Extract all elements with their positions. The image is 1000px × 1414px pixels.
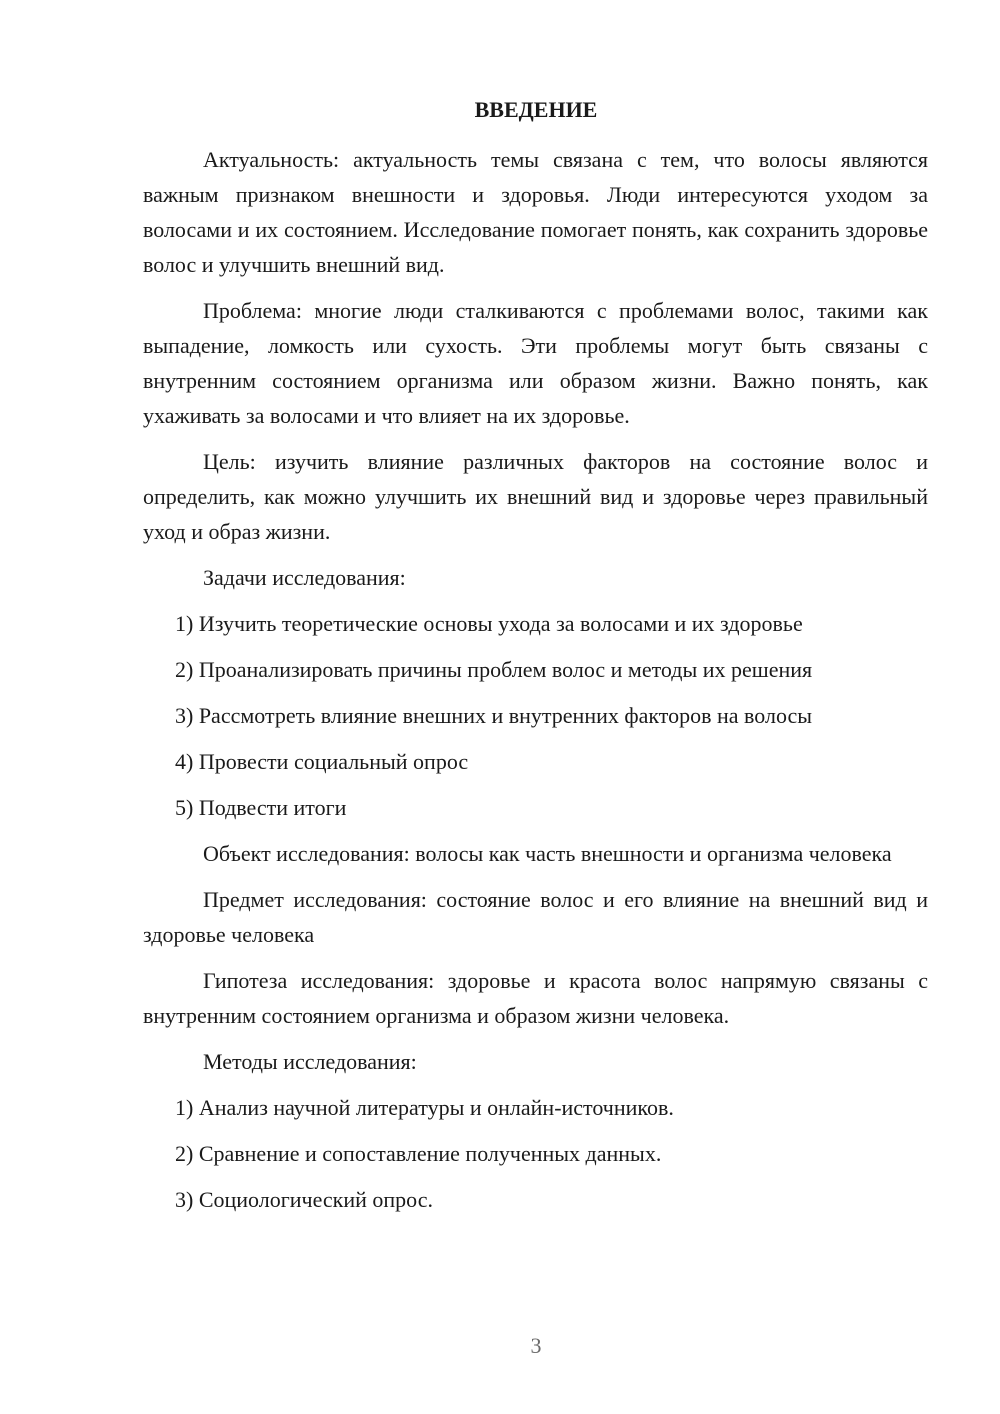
list-item: 5) Подвести итоги <box>175 795 347 820</box>
goal-paragraph: Цель: изучить влияние различных факторов на состояние волос и определить, как можно улучшить их внешний вид и здоровье через правильный уход и образ жизни. <box>143 449 928 544</box>
list-item: 1) Анализ научной литературы и онлайн-источников. <box>175 1095 674 1120</box>
hypothesis-paragraph: Гипотеза исследования: здоровье и красота волос напрямую связаны с внутренним состоянием организма и образом жизни человека. <box>143 968 928 1028</box>
list-item: 1) Изучить теоретические основы ухода за волосами и их здоровье <box>175 611 803 636</box>
tasks-list <box>143 606 928 825</box>
object-paragraph: Объект исследования: волосы как часть внешности и организма человека <box>203 841 892 866</box>
list-item: 3) Социологический опрос. <box>175 1187 433 1212</box>
methods-list <box>143 1090 928 1217</box>
list-item: 4) Провести социальный опрос <box>175 749 469 774</box>
subject-paragraph: Предмет исследования: состояние волос и его влияние на внешний вид и здоровье человека <box>143 887 928 947</box>
relevance-paragraph: Актуальность: актуальность темы связана с тем, что волосы являются важным признаком внешности и здоровья. Люди интересуются уходом за волосами и их состоянием. Исследование помогает понять, как сохранить здоровье волос и улучшить внешний вид. <box>143 147 928 277</box>
document-body <box>143 142 928 1228</box>
problem-paragraph: Проблема: многие люди сталкиваются с проблемами волос, такими как выпадение, ломкость или сухость. Эти проблемы могут быть связаны с внутренним состоянием организма или образом жизни. Важно понять, как ухаживать за волосами и что влияет на их здоровье. <box>143 298 928 428</box>
list-item: 2) Сравнение и сопоставление полученных данных. <box>175 1141 662 1166</box>
list-item: 3) Рассмотреть влияние внешних и внутренних факторов на волосы <box>175 703 813 728</box>
tasks-heading: Задачи исследования: <box>203 565 406 590</box>
list-item: 2) Проанализировать причины проблем волос и методы их решения <box>175 657 813 682</box>
methods-heading: Методы исследования: <box>203 1049 417 1074</box>
page-number: 3 <box>530 1333 542 1358</box>
page-title: ВВЕДЕНИЕ <box>474 97 598 122</box>
